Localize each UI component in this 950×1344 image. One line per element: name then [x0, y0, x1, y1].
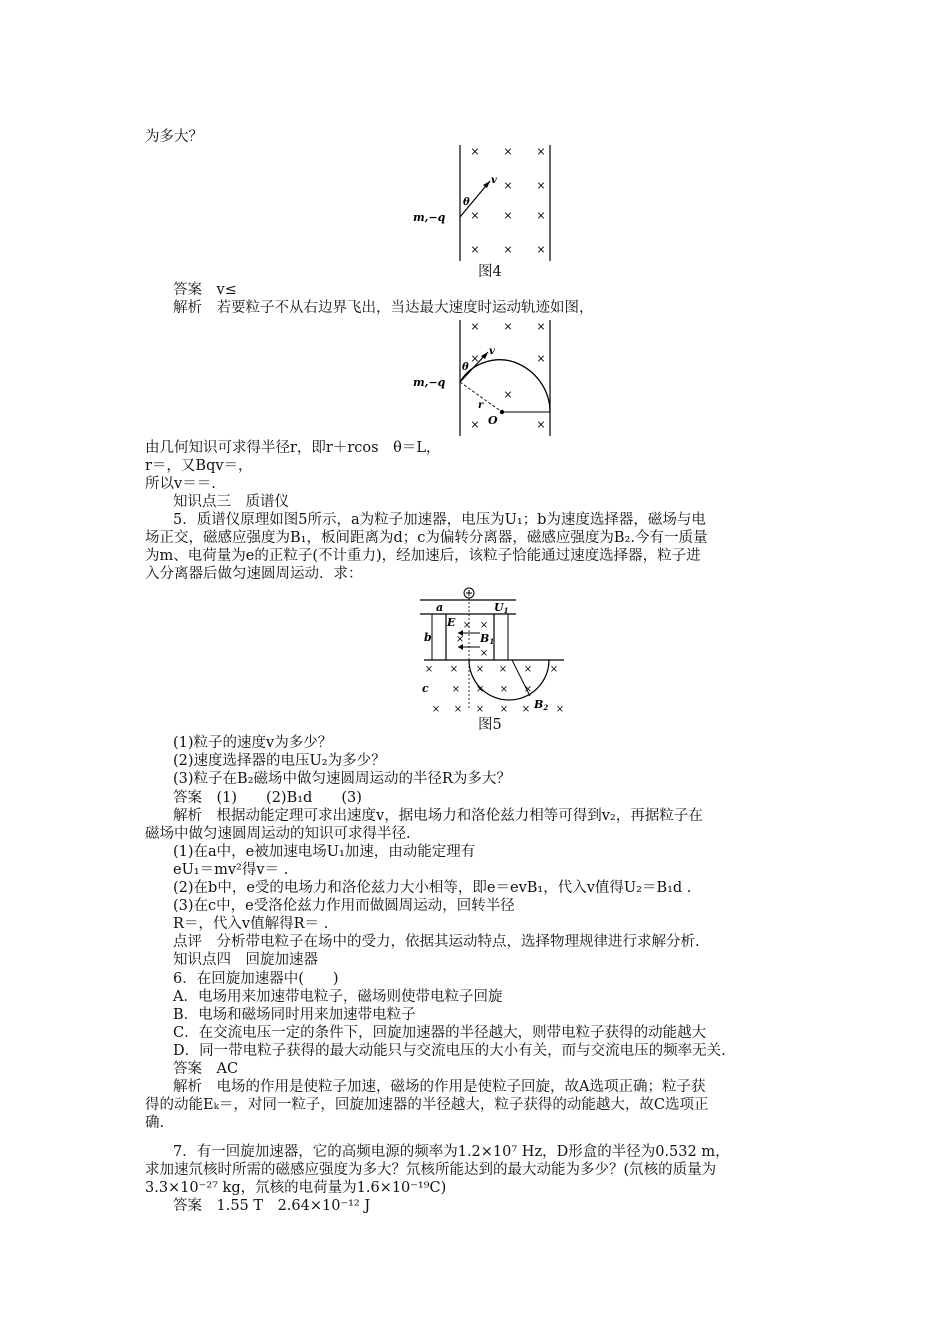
field-mark: × [479, 620, 489, 631]
theta-label: θ [462, 362, 469, 373]
particle-label: m,−q [413, 211, 446, 224]
text-line: 磁场中做匀速圆周运动的知识可求得半径. [145, 826, 411, 842]
velocity-label: v [491, 175, 497, 186]
field-mark: × [536, 209, 546, 222]
field-mark: × [451, 684, 461, 695]
field-mark: × [424, 664, 434, 675]
text-line: 答案 v≤ [173, 282, 237, 298]
center-label: O [488, 414, 498, 427]
field-mark: × [503, 320, 513, 333]
label-b1-sub: 1 [489, 637, 495, 646]
option-c: C．在交流电压一定的条件下，回旋加速器的半径越大，则带电粒子获得的动能越大 [173, 1025, 707, 1041]
field-mark: × [470, 352, 480, 365]
answer-line: 答案 (1) (2)B₁d (3) [173, 790, 362, 806]
text-line: R＝，代入v值解得R＝ . [173, 916, 329, 932]
field-mark: × [475, 704, 485, 715]
field-mark: × [503, 243, 513, 256]
field-mark: × [470, 145, 480, 158]
figure-4-solution-diagram [400, 318, 560, 438]
theta-label: θ [463, 197, 470, 208]
field-mark: × [479, 648, 489, 659]
field-mark: × [536, 179, 546, 192]
velocity-label: v [489, 346, 495, 357]
field-mark: × [536, 352, 546, 365]
text-line: eU₁＝mv²得v＝ . [173, 862, 289, 878]
field-mark: × [503, 145, 513, 158]
svg-text:B2 [533, 698, 548, 712]
text-line: (1)在a中，e被加速电场U₁加速，由动能定理有 [173, 844, 476, 860]
field-mark: × [536, 243, 546, 256]
label-u1-sub: 1 [503, 606, 509, 615]
answer-line: 答案 1.55 T 2.64×10⁻¹² J [173, 1198, 371, 1214]
text-line: 5．质谱仪原理如图5所示，a为粒子加速器，电压为U₁；b为速度选择器，磁场与电 [173, 512, 706, 528]
figure-4-diagram [400, 143, 560, 263]
field-mark: × [503, 179, 513, 192]
particle-label: m,−q [413, 376, 446, 389]
field-mark: × [521, 704, 531, 715]
figure-5-diagram [418, 584, 568, 716]
text-line: 场正交，磁感应强度为B₁，板间距离为d；c为偏转分离器，磁感应强度为B₂.今有一质量 [145, 530, 708, 546]
label-a: a [436, 601, 444, 614]
option-b: B．电场和磁场同时用来加速带电粒子 [173, 1007, 416, 1023]
label-b2: B [534, 698, 544, 711]
field-mark: × [453, 704, 463, 715]
text-line: 为多大？ [145, 129, 203, 145]
text-line: 为m、电荷量为e的正粒子(不计重力)，经加速后，该粒子恰能通过速度选择器，粒子进 [145, 548, 701, 564]
text-line: 得的动能Eₖ＝，对同一粒子，回旋加速器的半径越大，粒子获得的动能越大，故C选项正 [145, 1097, 709, 1113]
text-line: 3.3×10⁻²⁷ kg，氘核的电荷量为1.6×10⁻¹⁹C) [145, 1180, 447, 1196]
text-line: 解析 电场的作用是使粒子加速，磁场的作用是使粒子回旋，故A选项正确；粒子获 [173, 1079, 706, 1095]
field-mark: × [499, 704, 509, 715]
question-item: (3)粒子在B₂磁场中做匀速圆周运动的半径R为多大？ [173, 771, 511, 787]
field-mark: × [455, 634, 465, 645]
label-e: E [447, 616, 456, 629]
label-b2-sub: 2 [543, 703, 549, 712]
answer-line: 答案 AC [173, 1061, 239, 1077]
label-u1: U [494, 601, 504, 614]
option-d: D．同一带电粒子获得的最大动能只与交流电压的大小有关，而与交流电压的频率无关. [173, 1043, 726, 1059]
field-mark: × [462, 620, 472, 631]
field-mark: × [536, 320, 546, 333]
field-mark: × [523, 664, 533, 675]
text-line: 由几何知识可求得半径r，即r＋rcos θ＝L， [145, 440, 441, 456]
label-b: b [424, 631, 432, 644]
text-line: 解析 根据动能定理可求出速度v，据电场力和洛伦兹力相等可得到v₂，再据粒子在 [173, 808, 703, 824]
field-mark: × [449, 664, 459, 675]
option-a: A．电场用来加速带电粒子，磁场则使带电粒子回旋 [173, 989, 503, 1005]
field-mark: × [475, 664, 485, 675]
field-mark: × [470, 243, 480, 256]
field-mark: × [503, 388, 513, 401]
question-stem: 7．有一回旋加速器，它的高频电源的频率为1.2×10⁷ Hz，D形盒的半径为0.532 m， [173, 1144, 730, 1160]
svg-text:U1 [494, 601, 508, 615]
field-mark: × [498, 664, 508, 675]
figure-4-caption: 图4 [478, 264, 502, 280]
section-heading: 知识点三 质谱仪 [173, 494, 289, 510]
field-mark: × [503, 209, 513, 222]
text-line: (2)在b中，e受的电场力和洛伦兹力大小相等，即e＝evB₁，代入v值得U₂＝B₁d . [173, 880, 692, 896]
field-mark: × [475, 684, 485, 695]
comment-line: 点评 分析带电粒子在场中的受力，依据其运动特点，选择物理规律进行求解分析. [173, 934, 700, 950]
section-heading: 知识点四 回旋加速器 [173, 952, 318, 968]
text-line: r＝，又Bqv＝， [145, 458, 253, 474]
question-item: (1)粒子的速度v为多少？ [173, 735, 333, 751]
text-line: 入分离器后做匀速圆周运动．求： [145, 566, 363, 582]
field-mark: × [536, 418, 546, 431]
field-mark: × [536, 145, 546, 158]
field-mark: × [555, 704, 565, 715]
field-mark: × [549, 664, 559, 675]
field-mark: × [431, 704, 441, 715]
text-line: 解析 若要粒子不从右边界飞出，当达最大速度时运动轨迹如图， [173, 300, 594, 316]
label-c: c [422, 682, 429, 695]
text-line: 所以v＝＝. [145, 476, 216, 492]
text-line: (3)在c中，e受洛伦兹力作用而做圆周运动，回转半径 [173, 898, 515, 914]
field-mark: × [470, 209, 480, 222]
radius-label: r [478, 400, 484, 411]
field-mark: × [523, 684, 533, 695]
question-item: (2)速度选择器的电压U₂为多少？ [173, 753, 386, 769]
figure-5-caption: 图5 [478, 717, 502, 733]
text-line: 求加速氘核时所需的磁感应强度为多大？氘核所能达到的最大动能为多少？(氘核的质量为 [145, 1162, 717, 1178]
label-b1: B [480, 632, 490, 645]
text-line: 确. [145, 1115, 165, 1131]
field-mark: × [499, 684, 509, 695]
field-mark: × [470, 320, 480, 333]
field-mark: × [470, 418, 480, 431]
question-stem: 6．在回旋加速器中( ) [173, 971, 339, 987]
svg-text:B1 [479, 632, 494, 646]
